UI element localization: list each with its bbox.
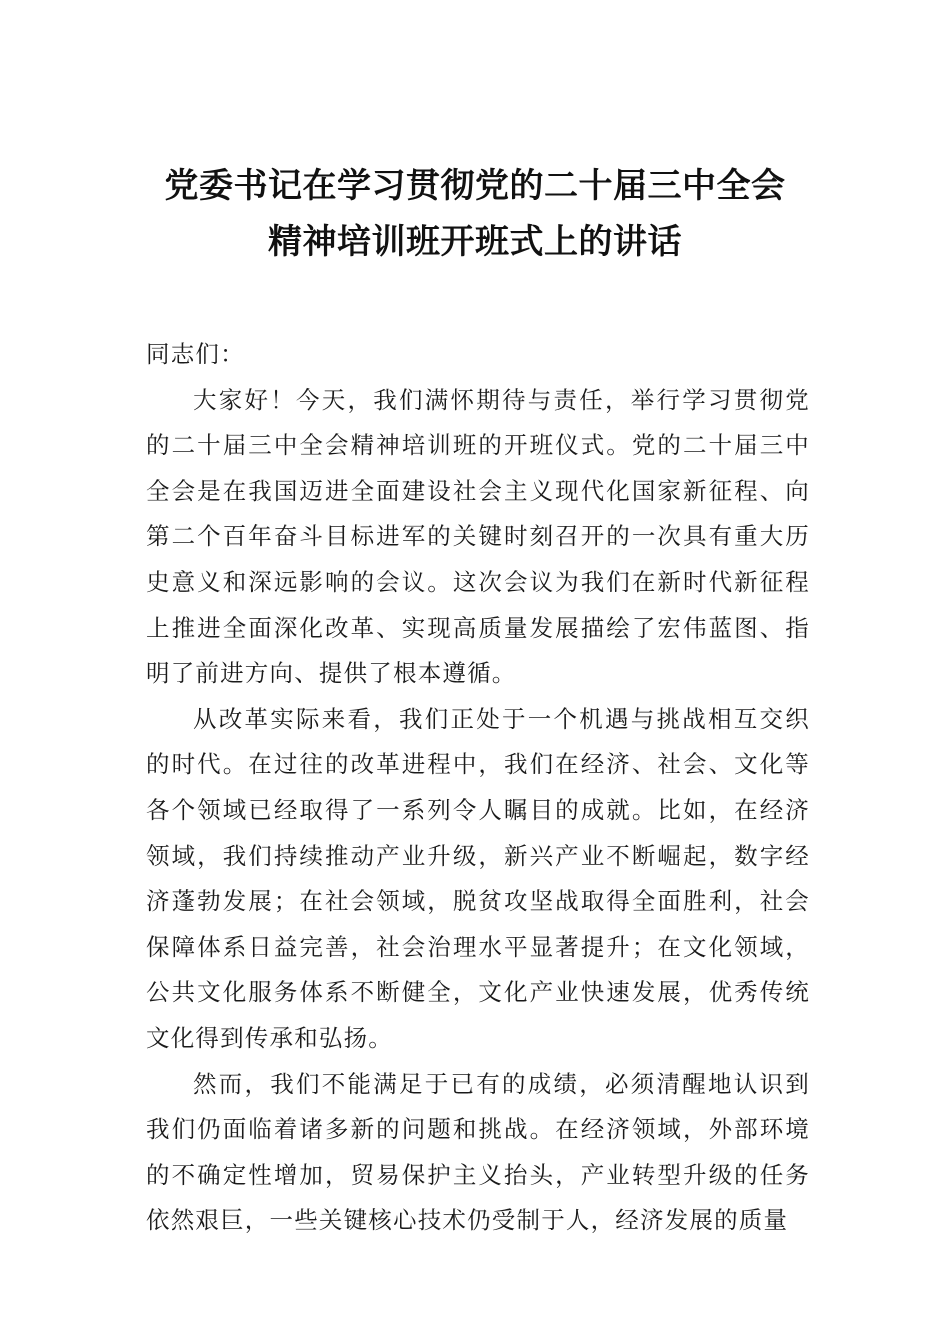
paragraph-1: 大家好！今天，我们满怀期待与责任，举行学习贯彻党的二十届三中全会精神培训班的开班仪式。党的二十届三中全会是在我国迈进全面建设社会主义现代化国家新征程、向第二个百年奋斗目标进军的关键时刻召开的一次具有重大历史意义和深远影响的会议。这次会议为我们在新时代新征程上推进全面深化改革、实现高质量发展描绘了宏伟蓝图、指明了前进方向、提供了根本遵循。 <box>146 385 810 688</box>
document-body <box>146 332 810 1244</box>
salutation: 同志们： <box>146 340 245 368</box>
paragraph-3: 然而，我们不能满足于已有的成绩，必须清醒地认识到我们仍面临着诸多新的问题和挑战。在经济领域，外部环境的不确定性增加，贸易保护主义抬头，产业转型升级的任务依然艰巨，一些关键核心技术仍受制于人，经济发展的质量 <box>146 1069 810 1235</box>
document-title <box>100 158 850 270</box>
title-line-1: 党委书记在学习贯彻党的二十届三中全会 <box>164 166 786 206</box>
title-line-2: 精神培训班开班式上的讲话 <box>268 222 682 262</box>
paragraph-2: 从改革实际来看，我们正处于一个机遇与挑战相互交织的时代。在过往的改革进程中，我们在经济、社会、文化等各个领域已经取得了一系列令人瞩目的成就。比如，在经济领域，我们持续推动产业升级，新兴产业不断崛起，数字经济蓬勃发展；在社会领域，脱贫攻坚战取得全面胜利，社会保障体系日益完善，社会治理水平显著提升；在文化领域，公共文化服务体系不断健全，文化产业快速发展，优秀传统文化得到传承和弘扬。 <box>146 704 810 1052</box>
